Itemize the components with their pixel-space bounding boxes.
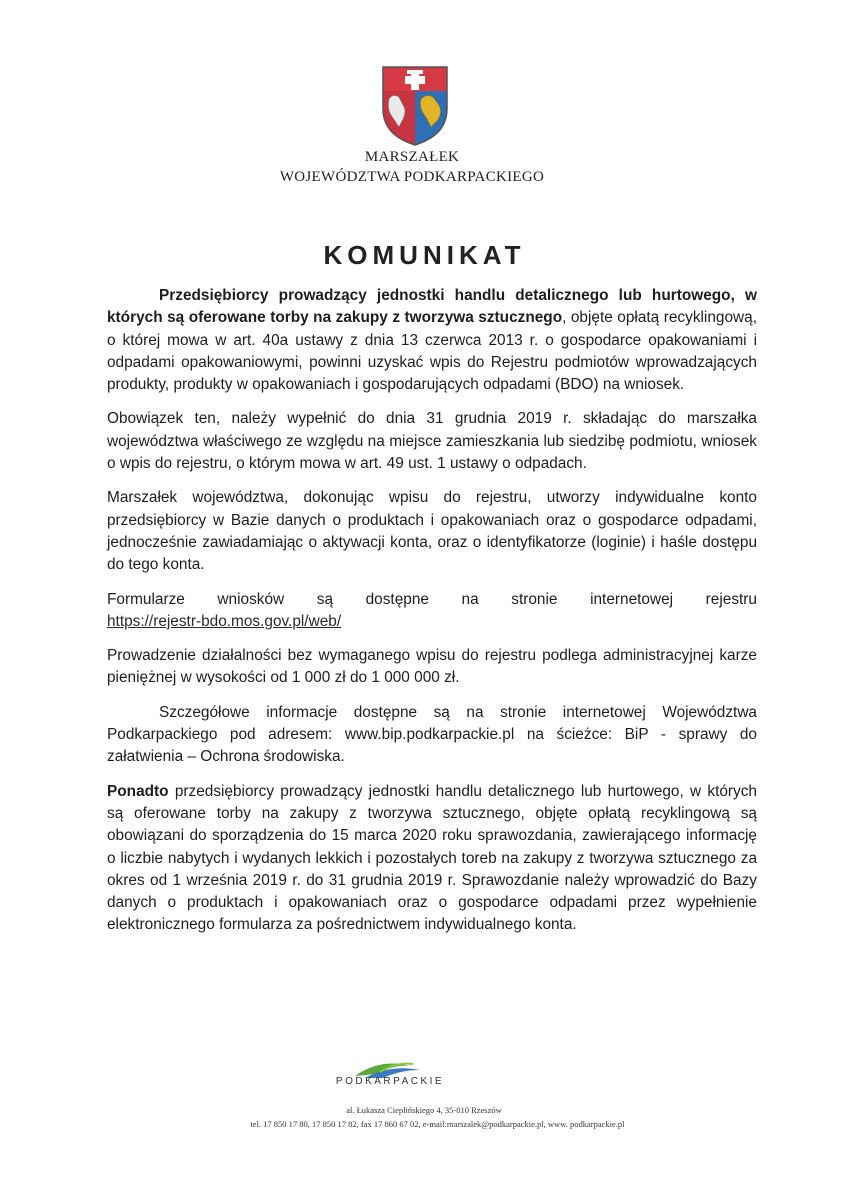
paragraph-1-bold: Przedsiębiorcy prowadzący jednostki handlu detalicznego lub hurtowego, w których są oferowane torby na zakupy z tworzywa sztucznego	[107, 287, 757, 327]
paragraph-5: Prowadzenie działalności bez wymaganego wpisu do rejestru podlega administracyjnej karze pieniężnej w wysokości od 1 000 zł do 1 000 000 zł.	[107, 647, 757, 687]
footer-address	[0, 1103, 820, 1131]
footer-brand-text: PODKARPACKIE	[335, 1076, 445, 1087]
footer-address-line: al. Łukasza Cieplińskiego 4, 35-010 Rzeszów	[346, 1105, 502, 1115]
paragraph-3: Marszałek województwa, dokonując wpisu do rejestru, utworzy indywidualne konto przedsiębiorcy w Bazie danych o produktach i opakowaniach oraz o gospodarce odpadami, jednocześnie zawiadamiając o aktywacji konta, oraz o identyfikatorze (loginie) i haśle dostępu do tego konta.	[107, 489, 757, 574]
paragraph-4	[107, 589, 757, 634]
paragraph-1	[107, 285, 757, 396]
paragraph-6: Szczegółowe informacje dostępne są na stronie internetowej Województwa Podkarpackiego pod adresem: www.bip.podkarpackie.pl na ścieżce: BiP - sprawy do załatwienia – Ochrona środowiska.	[107, 703, 757, 766]
paragraph-7-text: przedsiębiorcy prowadzący jednostki handlu detalicznego lub hurtowego, w których są oferowane torby na zakupy z tworzywa sztucznego, objęte opłatą recyklingową są obowiązani do sporządzenia do 15 marca 2020 roku sprawozdania, zawierającego informację o liczbie nabytych i wydanych lekkich i pozostałych toreb na zakupy z tworzywa sztucznego za okres od 1 września 2019 r. do 31 grudnia 2019 r. Sprawozdanie należy wprowadzić do Bazy danych o produktach i opakowaniach oraz o gospodarce odpadami przez wypełnienie elektronicznego formularza za pośrednictwem indywidualnego konta.	[107, 782, 757, 934]
issuer-header	[0, 147, 849, 187]
paragraph-4-text: Formularze wniosków są dostępne na stronie internetowej rejestru	[107, 590, 757, 608]
footer-contact-line: tel. 17 850 17 80, 17 850 17 82, fax 17 860 67 02, e-mail:marszalek@podkarpackie.pl, www. podkarpackie.pl	[250, 1119, 625, 1129]
paragraph-7	[107, 781, 757, 937]
document-body	[107, 285, 757, 949]
registry-link[interactable]: https://rejestr-bdo.mos.gov.pl/web/	[107, 612, 342, 630]
issuer-line-1: MARSZAŁEK	[364, 149, 460, 165]
issuer-line-2: WOJEWÓDZTWA PODKARPACKIEGO	[279, 169, 545, 185]
footer-brand	[0, 1076, 780, 1087]
coat-of-arms-icon	[381, 65, 449, 147]
paragraph-2: Obowiązek ten, należy wypełnić do dnia 31 grudnia 2019 r. składając do marszałka województwa właściwego ze względu na miejsce zamieszkania lub siedzibę podmiotu, wniosek o wpis do rejestru, o którym mowa w art. 49 ust. 1 ustawy o odpadach.	[107, 410, 757, 473]
paragraph-1-text: , objęte opłatą recyklingową, o której mowa w art. 40a ustawy z dnia 13 czerwca 2013 r. o gospodarce opakowaniami i odpadami opakowaniowymi, powinni uzyskać wpis do Rejestru podmiotów wprowadzających produkty, produkty w opakowaniach i gospodarujących odpadami (BDO) na wniosek.	[107, 309, 757, 394]
paragraph-7-bold: Ponadto	[107, 782, 169, 800]
document-title: KOMUNIKAT	[323, 240, 526, 270]
